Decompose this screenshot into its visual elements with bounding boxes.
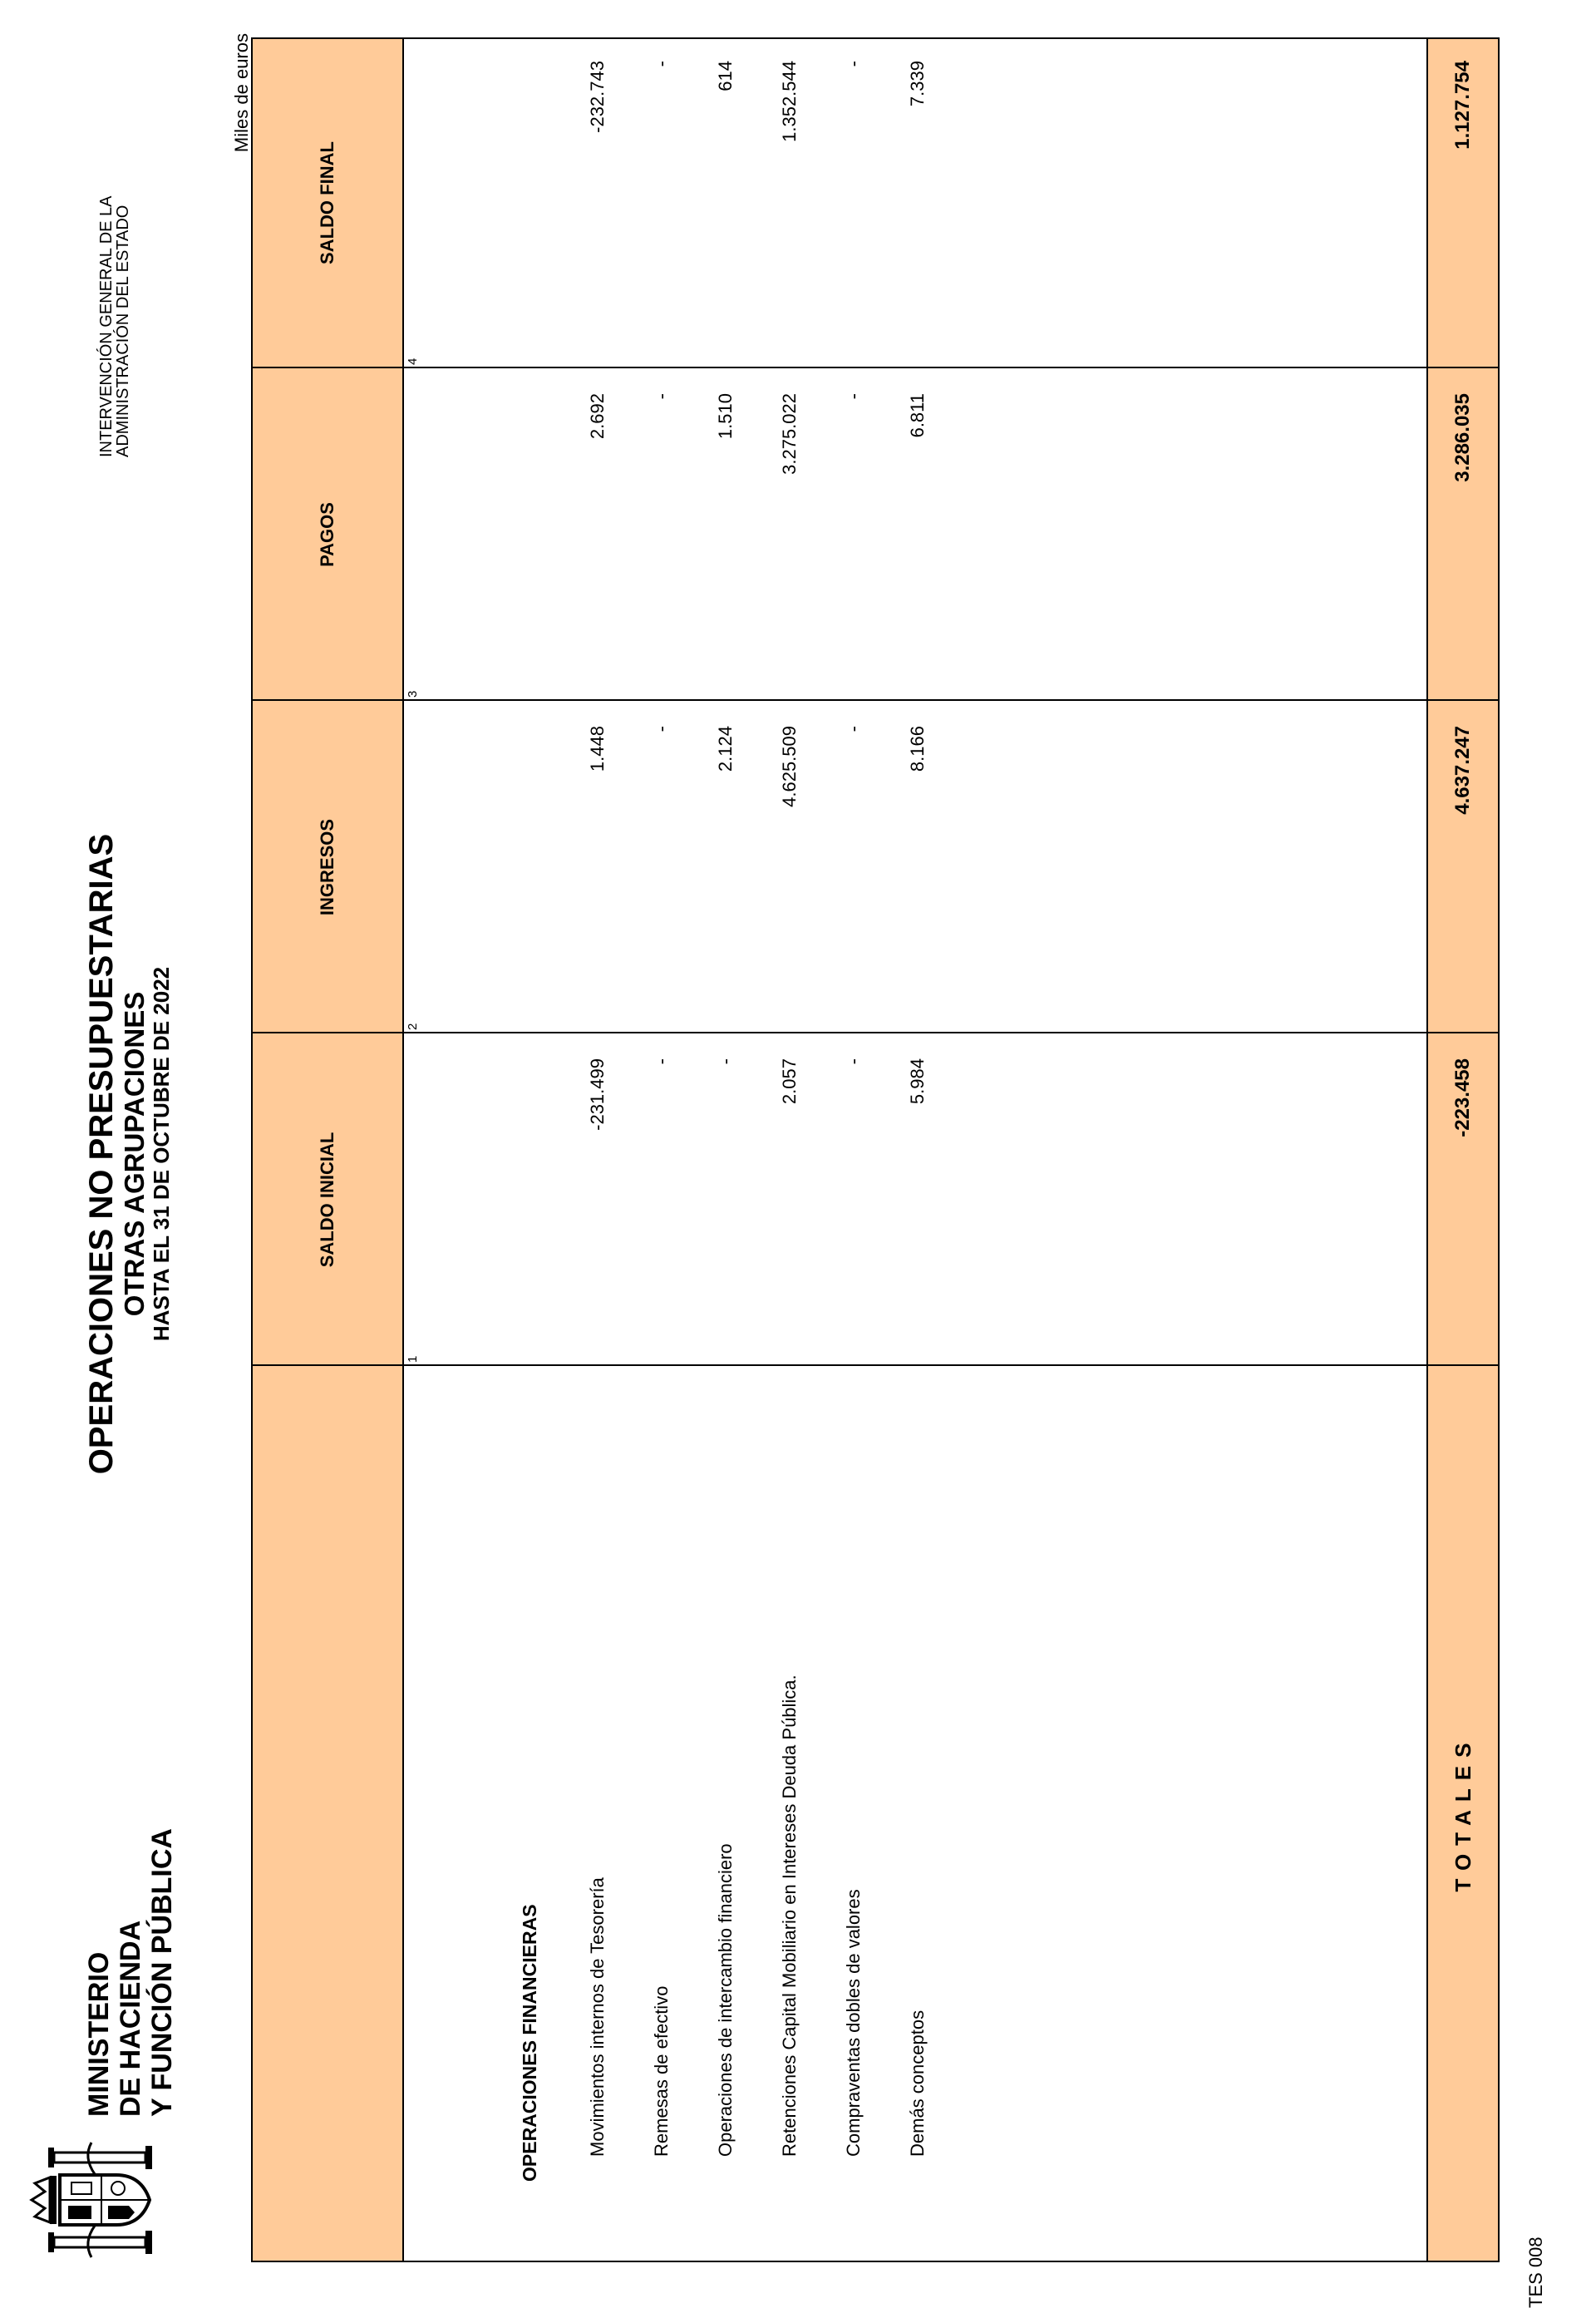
- column-number: 2: [406, 1023, 420, 1030]
- table-cell: -: [843, 1058, 864, 1065]
- table-cell: -: [843, 61, 864, 67]
- issuer-line: INTERVENCIÓN GENERAL DE LA: [97, 195, 116, 457]
- table-cell: 1.448: [587, 726, 608, 772]
- totals-label: TOTALES: [1450, 1734, 1475, 1892]
- document-code: TES 008: [1525, 2236, 1546, 2308]
- section-heading: OPERACIONES FINANCIERAS: [519, 1904, 540, 2182]
- table-cell: -: [651, 61, 672, 67]
- table-cell: 5.984: [907, 1058, 928, 1105]
- report-subtitle: OTRAS AGRUPACIONES: [119, 991, 150, 1317]
- table-cell: 2.057: [779, 1058, 800, 1105]
- table-cell: 2.124: [715, 726, 736, 772]
- column-header-pagos: PAGOS: [317, 502, 337, 567]
- table-cell: -231.499: [587, 1058, 608, 1131]
- table-cell: 1.352.544: [779, 61, 800, 142]
- column-header-saldo-final: SALDO FINAL: [317, 141, 337, 264]
- table-cell: -: [651, 393, 672, 400]
- table-cell: -: [843, 726, 864, 732]
- table-cell: 1.510: [715, 393, 736, 440]
- column-divider: [253, 699, 1498, 701]
- row-label: Movimientos internos de Tesorería: [587, 1877, 608, 2157]
- ministry-line: Y FUNCIÓN PÚBLICA: [146, 1828, 178, 2117]
- row-label: Operaciones de intercambio financiero: [715, 1843, 736, 2157]
- table-cell: -: [843, 393, 864, 400]
- column-header-saldo-inicial: SALDO INICIAL: [317, 1132, 337, 1268]
- total-cell: 4.637.247: [1451, 726, 1474, 815]
- row-label: Retenciones Capital Mobiliario en Intereses Deuda Pública.: [779, 1674, 800, 2157]
- total-cell: 3.286.035: [1451, 393, 1474, 482]
- table-cell: 614: [715, 61, 736, 91]
- table-cell: -: [651, 1058, 672, 1065]
- table-cell: 2.692: [587, 393, 608, 440]
- column-header-ingresos: INGRESOS: [317, 818, 337, 916]
- table-cell: -: [651, 726, 672, 732]
- row-label: Remesas de efectivo: [651, 1985, 672, 2157]
- total-cell: 1.127.754: [1451, 61, 1474, 150]
- issuer-name: [98, 195, 131, 457]
- report-date: HASTA EL 31 DE OCTUBRE DE 2022: [149, 966, 174, 1342]
- ministry-line: MINISTERIO: [83, 1951, 115, 2117]
- ministry-line: DE HACIENDA: [115, 1920, 146, 2117]
- report-title: OPERACIONES NO PRESUPUESTARIAS: [83, 833, 120, 1475]
- table-cell: 8.166: [907, 726, 928, 772]
- table-cell: 7.339: [907, 61, 928, 107]
- total-cell: -223.458: [1451, 1058, 1474, 1137]
- row-label: Demás conceptos: [907, 2010, 928, 2157]
- table-cell: 4.625.509: [779, 726, 800, 807]
- table-cell: 6.811: [907, 393, 928, 438]
- units-label: Miles de euros: [231, 33, 252, 153]
- column-divider: [253, 1032, 1498, 1033]
- column-divider: [253, 1364, 1498, 1366]
- table-cell: -: [715, 1058, 736, 1065]
- table-cell: -232.743: [587, 61, 608, 133]
- column-number: 1: [406, 1355, 420, 1363]
- column-number: 4: [406, 358, 420, 365]
- column-divider: [253, 367, 1498, 368]
- operations-table: [251, 37, 1500, 2262]
- row-label: Compraventas dobles de valores: [843, 1889, 864, 2157]
- table-cell: 3.275.022: [779, 393, 800, 475]
- issuer-line: ADMINISTRACIÓN DEL ESTADO: [114, 205, 132, 457]
- column-number: 3: [406, 690, 420, 698]
